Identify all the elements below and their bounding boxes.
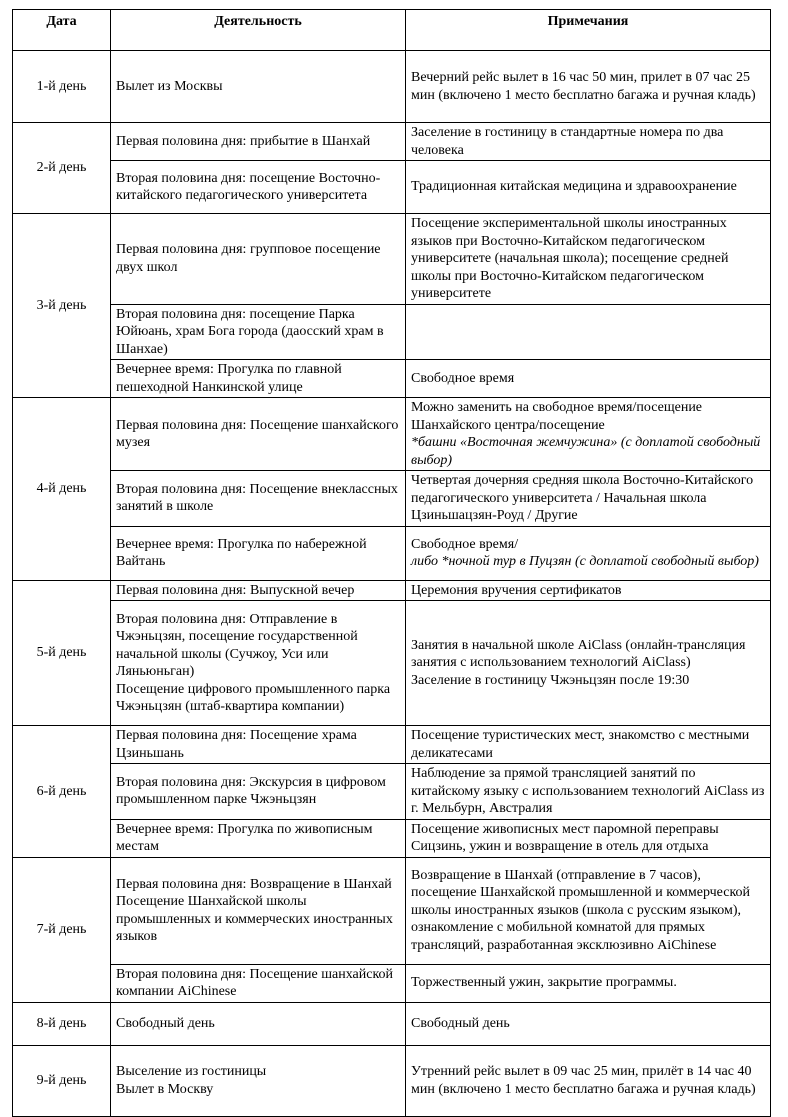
table-row — [13, 526, 771, 580]
activity-text: Первая половина дня: Выпускной вечер — [116, 582, 355, 598]
activity-text: Вечернее время: Прогулка по главной пешеходной Нанкинской улице — [116, 362, 342, 395]
activity-cell — [111, 1002, 406, 1045]
table-row — [13, 161, 771, 214]
activity-text: Первая половина дня: Посещение шанхайского музея — [116, 417, 399, 450]
day-cell: 3-й день — [13, 214, 111, 398]
notes-text: Свободное время/ — [411, 536, 519, 552]
activity-cell — [111, 360, 406, 398]
notes-cell — [406, 964, 771, 1002]
notes-optional-text: либо *ночной тур в Пуцзян (с доплатой свободный выбор) — [411, 554, 759, 569]
activity-cell — [111, 214, 406, 305]
notes-optional-text: *башни «Восточная жемчужина» (с доплатой свободный выбор) — [411, 435, 761, 468]
notes-cell — [406, 726, 771, 764]
activity-cell — [111, 398, 406, 471]
table-row — [13, 1045, 771, 1116]
header-activity: Деятельность — [111, 10, 406, 51]
notes-text: Наблюдение за прямой трансляцией занятий по китайскому языку с использованием технологий AiClass из г. Мельбурн, Австралия — [411, 766, 765, 816]
table-row — [13, 398, 771, 471]
activity-cell — [111, 304, 406, 360]
activity-cell — [111, 526, 406, 580]
table-row — [13, 726, 771, 764]
notes-cell — [406, 161, 771, 214]
activity-text: Вторая половина дня: посещение Восточно-китайского педагогического университета — [116, 170, 381, 203]
day-cell: 4-й день — [13, 398, 111, 581]
activity-text: Первая половина дня: Посещение храма Цзиньшань — [116, 728, 357, 761]
activity-cell — [111, 857, 406, 964]
notes-cell — [406, 601, 771, 726]
activity-cell — [111, 601, 406, 726]
notes-cell — [406, 857, 771, 964]
notes-text: Посещение живописных мест паромной переправы Сицзинь, ужин и возвращение в отель для отдыха — [411, 821, 719, 854]
day-cell: 2-й день — [13, 123, 111, 214]
table-body — [13, 51, 771, 1117]
header-row — [13, 10, 771, 51]
notes-text: Возвращение в Шанхай (отправление в 7 часов), посещение Шанхайской промышленной и коммерческой школы иностранных языков (школа с русским языком), ознакомление с мобильной комнатой для прямых трансляций, разработанная эксклюзивно AiChinese — [411, 867, 751, 953]
notes-text: Свободное время — [411, 370, 515, 386]
table-row — [13, 51, 771, 123]
header-date: Дата — [13, 10, 111, 51]
notes-text: Занятия в начальной школе AiClass (онлайн-трансляция занятия с использованием технологий AiClass) — [411, 637, 746, 671]
notes-text: Вечерний рейс вылет в 16 час 50 мин, прилет в 07 час 25 мин (включено 1 место бесплатно багажа и ручная кладь) — [411, 70, 756, 103]
activity-cell — [111, 580, 406, 601]
day-cell: 5-й день — [13, 580, 111, 726]
notes-text: Торжественный ужин, закрытие программы. — [411, 975, 677, 991]
table-row — [13, 601, 771, 726]
activity-text: Посещение цифрового промышленного парка Чжэньцзян (штаб-квартира компании) — [116, 681, 391, 714]
activity-text: Первая половина дня: Возвращение в Шанхай — [116, 876, 392, 892]
notes-cell — [406, 214, 771, 305]
notes-cell — [406, 819, 771, 857]
activity-text: Вторая половина дня: посещение Парка Юйюань, храм Бога города (даосский храм в Шанхае) — [116, 306, 384, 357]
notes-cell — [406, 360, 771, 398]
notes-cell — [406, 580, 771, 601]
activity-cell — [111, 819, 406, 857]
notes-cell — [406, 764, 771, 820]
notes-text: Заселение в гостиницу в стандартные номера по два человека — [411, 125, 724, 158]
notes-text: Традиционная китайская медицина и здравоохранение — [411, 179, 737, 195]
notes-text: Можно заменить на свободное время/посещение Шанхайского центра/посещение — [411, 400, 703, 433]
notes-text: Утренний рейс вылет в 09 час 25 мин, прилёт в 14 час 40 мин (включено 1 место бесплатно багажа и ручная кладь) — [411, 1064, 756, 1097]
activity-text: Вылет в Москву — [116, 1081, 214, 1097]
activity-text: Вечернее время: Прогулка по живописным местам — [116, 821, 373, 854]
table-row — [13, 764, 771, 820]
activity-text: Вторая половина дня: Посещение внеклассных занятий в школе — [116, 481, 398, 515]
day-cell: 8-й день — [13, 1002, 111, 1045]
notes-text: Церемония вручения сертификатов — [411, 582, 622, 598]
table-row — [13, 214, 771, 305]
itinerary-table — [12, 9, 771, 1117]
day-cell: 1-й день — [13, 51, 111, 123]
activity-cell — [111, 123, 406, 161]
notes-cell — [406, 1045, 771, 1116]
activity-cell — [111, 51, 406, 123]
table-row — [13, 1002, 771, 1045]
activity-text: Свободный день — [116, 1015, 215, 1031]
day-cell: 6-й день — [13, 726, 111, 858]
notes-cell — [406, 304, 771, 360]
table-row — [13, 580, 771, 601]
activity-text: Первая половина дня: групповое посещение двух школ — [116, 242, 381, 275]
activity-cell — [111, 161, 406, 214]
notes-text: Заселение в гостиницу Чжэньцзян после 19:30 — [411, 672, 690, 688]
table-row — [13, 360, 771, 398]
table-row — [13, 819, 771, 857]
notes-text: Посещение экспериментальной школы иностранных языков при Восточно-Китайском педагогическом университете (начальная школа); посещение средней школы при Восточно-Китайском педагогическом университете — [411, 216, 729, 301]
table-row — [13, 304, 771, 360]
activity-text: Вторая половина дня: Экскурсия в цифровом промышленном парке Чжэньцзян — [116, 774, 386, 808]
table-row — [13, 123, 771, 161]
notes-cell — [406, 1002, 771, 1045]
notes-cell — [406, 471, 771, 527]
day-cell: 7-й день — [13, 857, 111, 1002]
activity-cell — [111, 1045, 406, 1116]
notes-cell — [406, 123, 771, 161]
activity-cell — [111, 764, 406, 820]
activity-text: Вылет из Москвы — [116, 78, 223, 94]
activity-cell — [111, 471, 406, 527]
notes-cell — [406, 51, 771, 123]
activity-text: Выселение из гостиницы — [116, 1064, 267, 1079]
table-row — [13, 964, 771, 1002]
notes-cell — [406, 526, 771, 580]
activity-text: Вторая половина дня: Отправление в Чжэньцзян, посещение государственной начальной школы (Сучжоу, Уси или Ляньюньган) — [116, 611, 358, 679]
activity-cell — [111, 726, 406, 764]
header-notes: Примечания — [406, 10, 771, 51]
notes-cell — [406, 398, 771, 471]
notes-text: Четвертая дочерняя средняя школа Восточно-Китайского педагогического университета / Начальная школа Цзиньшацзян-Роуд / Другие — [411, 473, 754, 523]
activity-text: Первая половина дня: прибытие в Шанхай — [116, 133, 371, 149]
activity-text: Посещение Шанхайской школы промышленных и коммерческих иностранных языков — [116, 894, 393, 944]
table-row — [13, 471, 771, 527]
activity-text: Вторая половина дня: Посещение шанхайской компании AiChinese — [116, 966, 394, 999]
activity-text: Вечернее время: Прогулка по набережной Вайтань — [116, 536, 367, 569]
activity-cell — [111, 964, 406, 1002]
day-cell: 9-й день — [13, 1045, 111, 1116]
notes-text: Посещение туристических мест, знакомство с местными деликатесами — [411, 728, 750, 761]
table-row — [13, 857, 771, 964]
notes-text: Свободный день — [411, 1015, 510, 1031]
